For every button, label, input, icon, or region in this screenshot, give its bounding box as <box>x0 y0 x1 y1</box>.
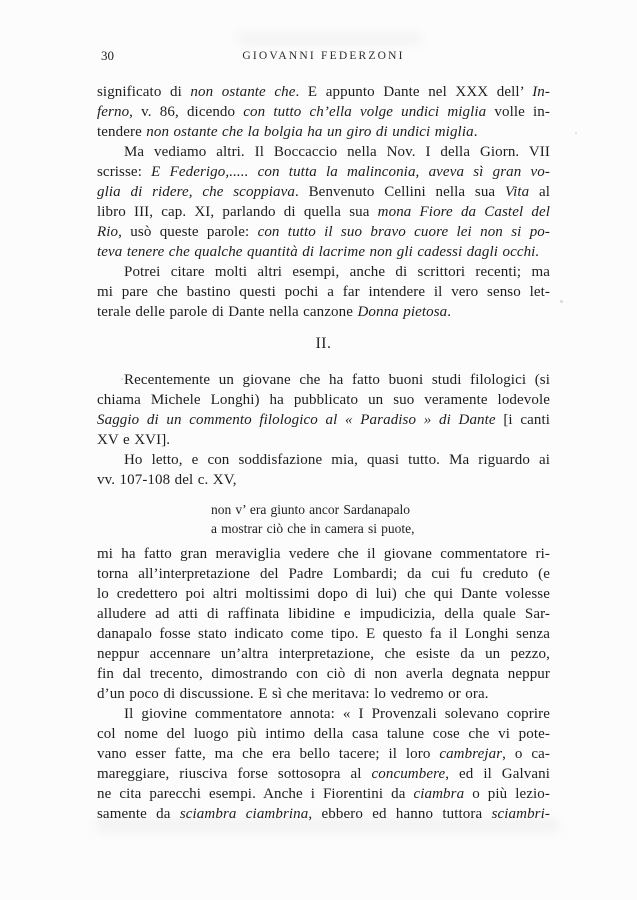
text-line: lo credettero poi altri moltissimi dopo di lui) che qui Dante volesse <box>97 586 550 602</box>
text-line: samente da sciambra ciambrina, ebbero ed hanno tuttora sciambri- <box>97 806 550 822</box>
section-heading: II. <box>315 335 332 352</box>
text-line: terale delle parole di Dante nella canzone Donna pietosa. <box>97 304 452 320</box>
text-line: Ho letto, e con soddisfazione mia, quasi tutto. Ma riguardo ai <box>124 452 550 468</box>
text-line: torna all’interpretazione del Padre Lombardi; da cui fu creduto (e <box>97 566 550 582</box>
text-line: XV e XVI]. <box>97 432 171 448</box>
text-line: teva tenere che qualche quantità di lacrime non gli cadessi dagli occhi. <box>97 244 540 260</box>
paragraph <box>97 450 550 490</box>
text-line: glia di ridere, che scoppiava. Benvenuto Cellini nella sua Vita al <box>97 184 550 200</box>
text-line: fin dal trecento, dimostrando con ciò di non averla degnata neppur <box>97 666 550 682</box>
text-line: danapalo fosse stato indicato come tipo. E questo fa il Longhi senza <box>97 626 550 642</box>
text-line: Rio, usò queste parole: con tutto il suo bravo cuore lei non si po- <box>97 224 550 240</box>
paragraph <box>97 704 550 824</box>
text-body <box>97 82 550 824</box>
text-line: Potrei citare molti altri esempi, anche di scrittori recenti; ma <box>124 264 550 280</box>
text-line: d’un poco di discussione. E sì che meritava: lo vedremo or ora. <box>97 686 489 702</box>
text-line: ferno, v. 86, dicendo con tutto ch’ella volge undici miglia volle in- <box>97 104 550 120</box>
paragraph <box>97 544 550 704</box>
text-line: alludere ad atti di raffinata libidine e impudicizia, della quale Sar- <box>97 606 550 622</box>
bleedthrough-smudge-top <box>237 32 422 45</box>
text-line: scrisse: E Federigo,..... con tutta la malinconia, aveva sì gran vo- <box>97 164 550 180</box>
paragraph <box>97 262 550 322</box>
paragraph <box>97 82 550 142</box>
text-line: chiama Michele Longhi) ha pubblicato un suo veramente lodevole <box>97 392 550 408</box>
text-line: vv. 107-108 del c. XV, <box>97 472 237 488</box>
page-number: 30 <box>101 48 114 63</box>
text-line: ne cita parecchi esempi. Anche i Fiorentini da ciambra o più lezio- <box>97 786 550 802</box>
text-line: mareggiare, riusciva forse sottosopra al concumbere, ed il Galvani <box>97 766 550 782</box>
text-line: mi pare che bastino questi pochi a far intendere il vero senso let- <box>97 284 550 300</box>
text-line: Recentemente un giovane che ha fatto buoni studi filologici (si <box>124 372 550 388</box>
verse-line: non v’ era giunto ancor Sardanapalo <box>211 502 411 517</box>
verse-quote <box>211 500 550 538</box>
verse-line: a mostrar ciò che in camera si puote, <box>211 521 415 536</box>
running-header <box>97 46 550 64</box>
text-line: significato di non ostante che. E appunto Dante nel XXX dell’ In- <box>97 84 550 100</box>
text-line: Il giovine commentatore annota: « I Provenzali solevano coprire <box>124 706 550 722</box>
text-line: vano esser fatte, ma che era bello tacere; il loro cambrejar, o ca- <box>97 746 550 762</box>
text-line: libro III, cap. XI, parlando di quella sua mona Fiore da Castel del <box>97 204 550 220</box>
text-line: mi ha fatto gran meraviglia vedere che il giovane commentatore ri- <box>97 546 550 562</box>
scan-speck <box>575 132 577 134</box>
paragraph <box>97 370 550 450</box>
text-line: neppur accennare un’altra interpretazione, che esiste da un pezzo, <box>97 646 550 662</box>
text-line: tendere non ostante che la bolgia ha un giro di undici miglia. <box>97 124 478 140</box>
text-line: Saggio di un commento filologico al « Paradiso » di Dante [i canti <box>97 412 550 428</box>
text-line: col nome del luogo più intimo della casa talune cose che vi pote- <box>97 726 550 742</box>
running-header-title: GIOVANNI FEDERZONI <box>242 50 405 62</box>
paragraph <box>97 142 550 262</box>
text-line: Ma vediamo altri. Il Boccaccio nella Nov. I della Giorn. VII <box>124 144 550 160</box>
scan-speck <box>560 300 563 303</box>
